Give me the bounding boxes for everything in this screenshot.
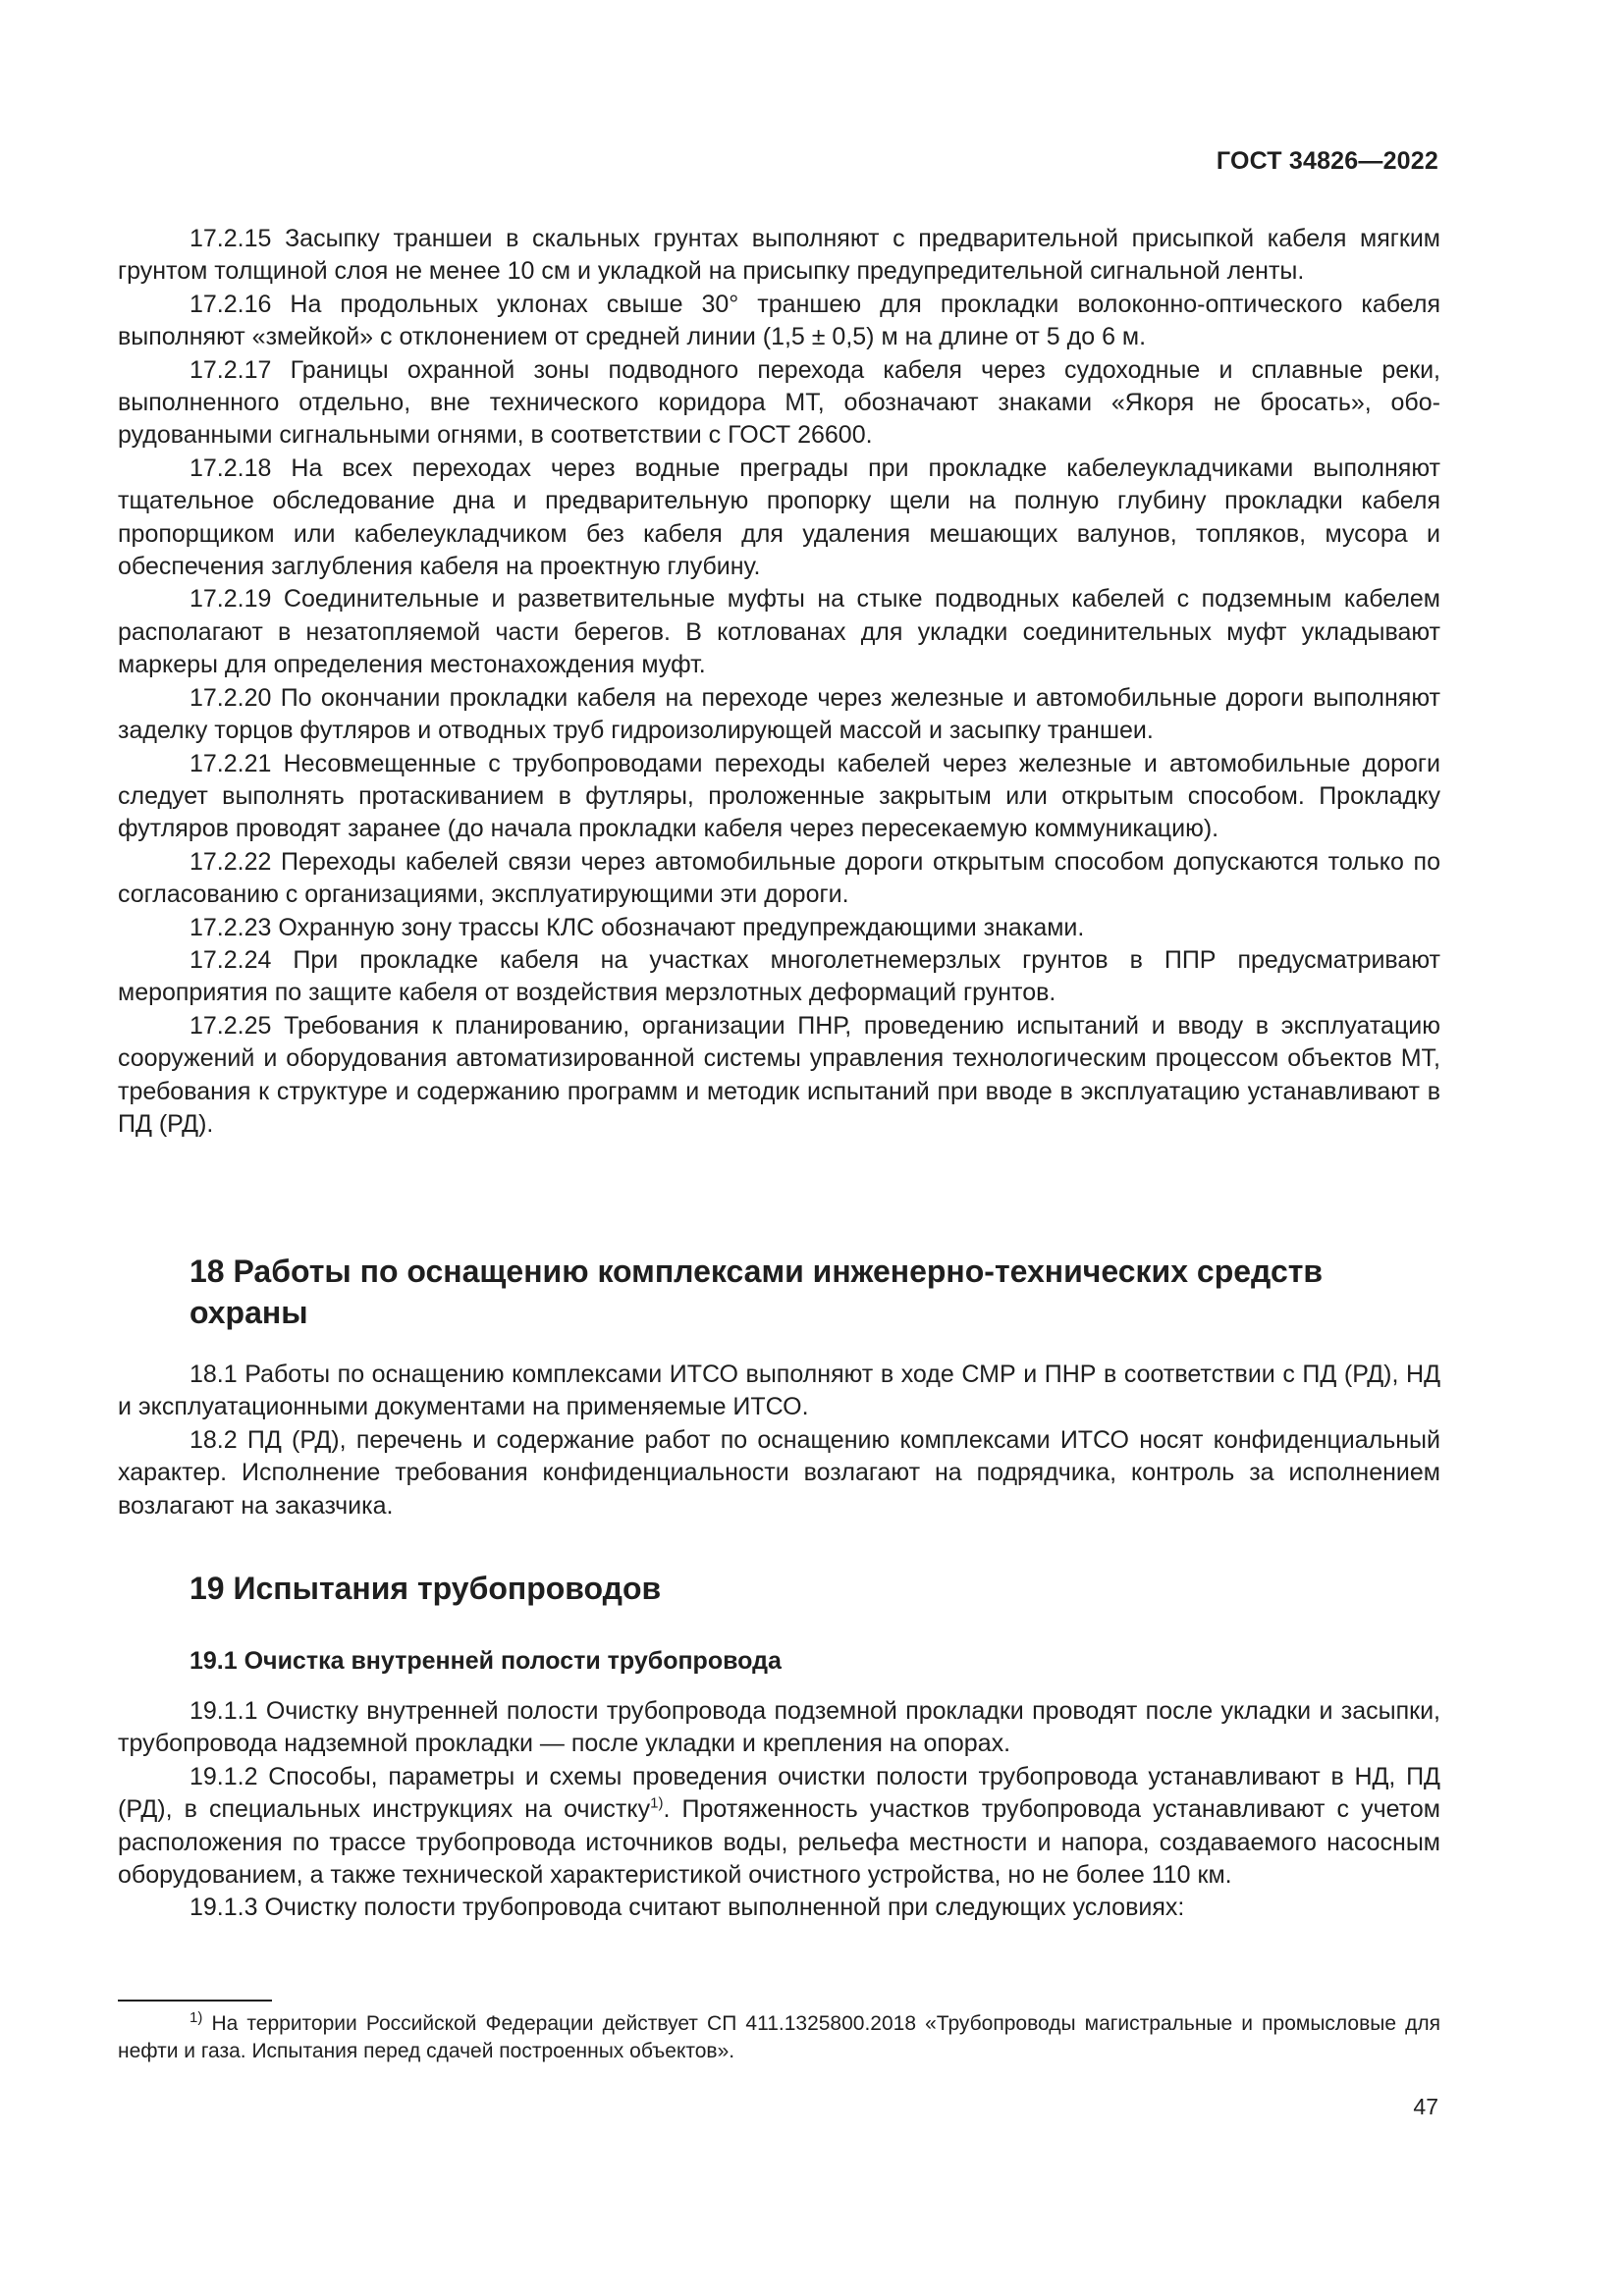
paragraph-19-1-2-end: . Протяженность участков трубопровода устанавливают с учетом расположения по трассе трубопровода источников воды, рельефа местности и напора, создаваемого насосным оборудованием, а также технической характеристикой очистного устройства, но не более 110 км. xyxy=(118,1795,1440,1890)
footnote xyxy=(118,2010,1440,2065)
paragraph-17-2-20: 17.2.20 По окончании прокладки кабеля на переходе через железные и автомобильные дороги выполняют заделку торцов футляров и отводных труб гидроизолирующей массой и засыпку траншеи. xyxy=(118,683,1440,745)
section-18-heading: 18 Работы по оснащению комплексами инженерно-технических средств охраны xyxy=(189,1254,1324,1330)
section-18-paragraphs xyxy=(118,1359,1440,1522)
paragraph-17-2-17: 17.2.17 Границы охранной зоны подводного перехода кабеля через судоходные и сплавные реки, выполненного отдельно, вне технического коридора МТ, обозначают знаками «Якоря не бросать», оборудованными сигнальными огнями, в соответствии с ГОСТ 26600. xyxy=(118,355,1440,450)
section-19-paragraphs xyxy=(118,1695,1440,1925)
paragraph-17-2-18: 17.2.18 На всех переходах через водные преграды при прокладке кабелеукладчиками выполняют тщательное обследование дна и предварительную пропорку щели на полную глубину прокладки кабеля пропорщиком или кабелеукладчиком без кабеля для удаления мешающих валунов, топляков, мусора и обеспечения заглубления кабеля на проектную глубину. xyxy=(118,454,1440,581)
paragraph-17-2-16: 17.2.16 На продольных уклонах свыше 30° траншею для прокладки волоконно-оптического кабеля выполняют «змейкой» с отклонением от средней линии (1,5 ± 0,5) м на длине от 5 до 6 м. xyxy=(118,290,1440,351)
paragraph-18-1: 18.1 Работы по оснащению комплексами ИТСО выполняют в ходе СМР и ПНР в соответствии с ПД (РД), НД и эксплуатационными документами на применяемые ИТСО. xyxy=(118,1361,1440,1421)
paragraph-19-1-3: 19.1.3 Очистку полости трубопровода считают выполненной при следующих условиях: xyxy=(189,1894,1185,1922)
paragraph-17-2-23: 17.2.23 Охранную зону трассы КЛС обозначают предупреждающими знаками. xyxy=(189,913,1085,941)
paragraph-17-2-15: 17.2.15 Засыпку траншеи в скальных грунтах выполняют с предварительной присыпкой кабеля мягким грунтом толщиной слоя не менее 10 см и укладкой на присыпку предупредительной сигнальной ленты. xyxy=(118,225,1440,286)
paragraph-19-1-2-start: 19.1.2 Способы, параметры и схемы проведения очистки полости трубопровода устанавливают в НД, ПД (РД), в специальных инструкциях на очистку xyxy=(118,1762,1440,1824)
paragraph-19-1-2 xyxy=(118,1761,1440,1893)
paragraph-17-2-22: 17.2.22 Переходы кабелей связи через автомобильные дороги открытым способом допускаются только по согласованию с организациями, эксплуатирующими эти дороги. xyxy=(118,847,1440,909)
paragraph-17-2-24: 17.2.24 При прокладке кабеля на участках многолетнемерзлых грунтов в ППР предусматривают мероприятия по защите кабеля от воздействия мерзлотных деформаций грунтов. xyxy=(118,945,1440,1007)
paragraph-18-2: 18.2 ПД (РД), перечень и содержание работ по оснащению комплексами ИТСО носят конфиденциальный характер. Исполнение требования конфиденциальности возлагают на подрядчика, контроль за исполнением возлагают на заказчика. xyxy=(118,1425,1440,1520)
paragraph-17-2-25: 17.2.25 Требования к планированию, организации ПНР, проведению испытаний и вводу в эксплуатацию сооружений и оборудования автоматизированной системы управления технологическим процессом объектов МТ, требования к структуре и содержанию программ и методик испытаний при вводе в эксплуатацию устанавливают в ПД (РД). xyxy=(118,1011,1440,1138)
footnote-text: На территории Российской Федерации действует СП 411.1325800.2018 «Трубопроводы магистральные и промысловые для нефти и газа. Испытания перед сдачей построенных объектов». xyxy=(118,2012,1440,2062)
paragraph-19-1-1: 19.1.1 Очистку внутренней полости трубопровода подземной прокладки проводят после укладки и засыпки, трубопровода надземной прокладки — после укладки и крепления на опорах. xyxy=(118,1697,1440,1758)
section-19-heading: 19 Испытания трубопроводов xyxy=(189,1571,662,1606)
document-standard-header: ГОСТ 34826—2022 xyxy=(1216,147,1438,175)
section-17-paragraphs xyxy=(118,223,1440,1141)
paragraph-17-2-21: 17.2.21 Несовмещенные с трубопроводами переходы кабелей через железные и автомобильные дороги следует выполнять протаскиванием в футляры, проложенные закрытым или открытым способом. Прокладку футляров проводят заранее (до начала прокладки кабеля через пересекаемую коммуникацию). xyxy=(118,749,1440,843)
paragraph-17-2-19: 17.2.19 Соединительные и разветвительные муфты на стыке подводных кабелей с подземным кабелем располагают в незатопляемой части берегов. В котлованах для укладки соединительных муфт укладывают маркеры для определения местонахождения муфт. xyxy=(118,585,1440,679)
subsection-19-1-heading: 19.1 Очистка внутренней полости трубопровода xyxy=(189,1647,782,1675)
footnote-mark: 1) xyxy=(189,2009,203,2026)
page-number: 47 xyxy=(1413,2094,1438,2119)
footnote-reference[interactable]: 1) xyxy=(650,1794,664,1812)
footnote-separator xyxy=(118,2000,272,2002)
